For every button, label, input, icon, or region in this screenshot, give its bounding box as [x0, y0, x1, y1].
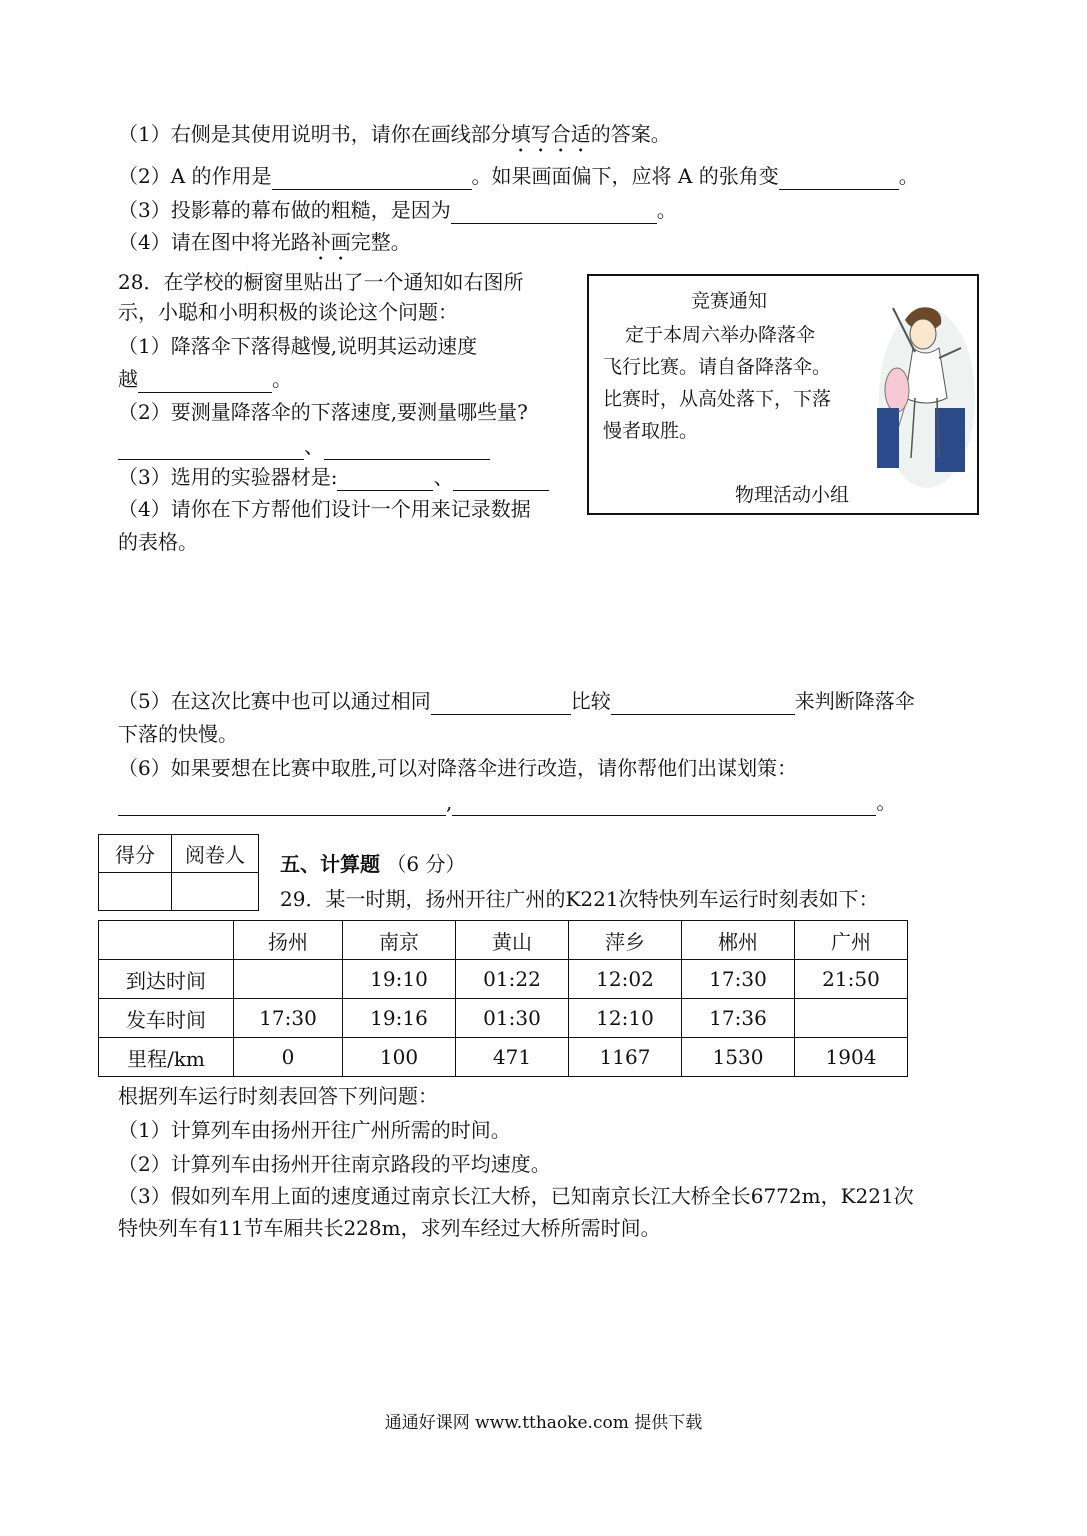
table-row: [99, 999, 908, 1038]
answer-blank[interactable]: [138, 370, 272, 393]
section-points: （6 分）: [386, 852, 466, 876]
line-end: 。: [876, 790, 897, 814]
q28-part5-text-b: 比较: [570, 689, 611, 713]
table-cell: 12:02: [569, 960, 682, 999]
q27-part1-dotted-text: 填写合适: [510, 122, 591, 146]
answer-blank[interactable]: [118, 437, 304, 460]
score-label: 得分: [99, 835, 172, 873]
separator: 、: [433, 465, 454, 489]
table-header-cell: 郴州: [682, 921, 795, 960]
q27-part2: [118, 162, 919, 190]
table-cell: 17:36: [682, 999, 795, 1038]
score-box: [98, 834, 259, 911]
q27-part3-text-a: （3）投影幕的幕布做的粗糙，是因为: [118, 198, 451, 222]
q28-intro-1: 28．在学校的橱窗里贴出了一个通知如右图所: [118, 270, 524, 294]
table-cell: 1904: [795, 1038, 908, 1077]
table-cell: 01:30: [456, 999, 569, 1038]
answer-blank[interactable]: [451, 201, 657, 224]
notice-line-3: 比赛时，从高处落下，下落: [603, 388, 832, 410]
q27-part4: [118, 228, 411, 265]
table-cell: 17:30: [234, 999, 343, 1038]
q27-part2-text-a: （2）A 的作用是: [118, 164, 272, 188]
q27-part2-text-b: 。如果画面偏下，应将 A 的张角变: [471, 164, 779, 188]
notice-title: 竞赛通知: [691, 290, 768, 312]
table-header-cell: 广州: [795, 921, 908, 960]
table-cell: 21:50: [795, 960, 908, 999]
table-cell: 12:10: [569, 999, 682, 1038]
separator: 、: [304, 434, 324, 458]
table-cell: 1530: [682, 1038, 795, 1077]
q27-part4-dotted-text: 补画: [310, 230, 351, 254]
q28-part5-text-a: （5）在这次比赛中也可以通过相同: [118, 689, 431, 713]
notice-line-1: 定于本周六举办降落伞: [625, 324, 816, 346]
table-row: [99, 1038, 908, 1077]
table-row-label: 发车时间: [99, 999, 234, 1038]
separator: ,: [446, 790, 453, 814]
score-cell[interactable]: [99, 873, 172, 911]
answer-blank[interactable]: [779, 167, 899, 190]
answer-blank[interactable]: [453, 468, 549, 491]
q28-part5: [118, 687, 915, 715]
table-cell: 19:16: [343, 999, 456, 1038]
q28-part4-b: 的表格。: [118, 530, 198, 554]
table-cell: 471: [456, 1038, 569, 1077]
table-cell: 100: [343, 1038, 456, 1077]
q27-part2-text-c: 。: [898, 164, 919, 188]
table-cell: 1167: [569, 1038, 682, 1077]
q28-part3-text: （3）选用的实验器材是:: [118, 465, 338, 489]
q29-part3-a: （3）假如列车用上面的速度通过南京长江大桥，已知南京长江大桥全长6772m，K221次: [118, 1184, 914, 1208]
q27-part1-text: （1）右侧是其使用说明书，请你在画线部分: [118, 122, 511, 146]
table-cell: 17:30: [682, 960, 795, 999]
train-schedule-table: [98, 920, 908, 1077]
q28-part1-text-c: 。: [272, 367, 292, 391]
table-header-cell: [99, 921, 234, 960]
footer-text: 通通好课网 www.tthaoke.com 提供下载: [384, 1413, 703, 1433]
q27-part1-end: 的答案。: [590, 122, 671, 146]
table-header-cell: 南京: [343, 921, 456, 960]
answer-blank[interactable]: [452, 793, 876, 816]
q29-intro: 29．某一时期，扬州开往广州的K221次特快列车运行时刻表如下：: [280, 887, 879, 911]
q28-part2: （2）要测量降落伞的下落速度,要测量哪些量?: [118, 400, 528, 424]
section-title-text: 五、计算题: [280, 852, 380, 876]
table-cell: 0: [234, 1038, 343, 1077]
notice-line-4: 慢者取胜。: [603, 420, 699, 442]
notice-signature: 物理活动小组: [735, 484, 850, 506]
q29-part2: （2）计算列车由扬州开往南京路段的平均速度。: [118, 1152, 551, 1176]
q29-prompt: 根据列车运行时刻表回答下列问题：: [118, 1084, 438, 1108]
table-header-cell: 萍乡: [569, 921, 682, 960]
table-header-row: [99, 921, 908, 960]
q28-part2-blanks: [118, 432, 490, 460]
answer-blank[interactable]: [337, 468, 433, 491]
q28-part6: （6）如果要想在比赛中取胜,可以对降落伞进行改造，请你帮他们出谋划策：: [118, 756, 798, 780]
q27-part4-text-b: 完整。: [350, 230, 411, 254]
q28-part5-d: 下落的快慢。: [118, 722, 238, 746]
notice-line-2: 飞行比赛。请自备降落伞。: [603, 356, 832, 378]
table-header-cell: 黄山: [456, 921, 569, 960]
answer-blank[interactable]: [431, 692, 571, 715]
competition-notice: [587, 274, 979, 515]
q27-part1: [118, 120, 671, 157]
table-cell: 19:10: [343, 960, 456, 999]
table-row-label: 到达时间: [99, 960, 234, 999]
grader-label: 阅卷人: [172, 835, 259, 873]
table-cell: 01:22: [456, 960, 569, 999]
table-row: [99, 960, 908, 999]
answer-blank[interactable]: [324, 437, 490, 460]
parachute-boy-illustration: [875, 288, 975, 488]
table-cell: [795, 999, 908, 1038]
answer-blank[interactable]: [611, 692, 795, 715]
table-header-cell: 扬州: [234, 921, 343, 960]
q29-part3-b: 特快列车有11节车厢共长228m，求列车经过大桥所需时间。: [118, 1216, 661, 1240]
grader-cell[interactable]: [172, 873, 259, 911]
table-row-label: 里程/km: [99, 1038, 234, 1077]
q28-part4-a: （4）请你在下方帮他们设计一个用来记录数据: [118, 497, 531, 521]
q28-part1-b: [118, 365, 292, 393]
q27-part4-text-a: （4）请在图中将光路: [118, 230, 311, 254]
table-cell: [234, 960, 343, 999]
q28-part3: [118, 463, 549, 491]
q27-part3-text-b: 。: [656, 198, 677, 222]
answer-blank[interactable]: [118, 793, 446, 816]
q28-intro-2: 示，小聪和小明积极的谈论这个问题：: [118, 300, 458, 324]
q29-part1: （1）计算列车由扬州开往广州所需的时间。: [118, 1118, 511, 1142]
q28-part6-blanks: [118, 788, 896, 816]
q28-part5-text-c: 来判断降落伞: [794, 689, 915, 713]
section-title: [280, 850, 465, 878]
answer-blank[interactable]: [272, 167, 472, 190]
q27-part3: [118, 196, 677, 224]
q28-part1-text-b: 越: [118, 367, 138, 391]
q28-part1-a: （1）降落伞下落得越慢,说明其运动速度: [118, 334, 478, 358]
